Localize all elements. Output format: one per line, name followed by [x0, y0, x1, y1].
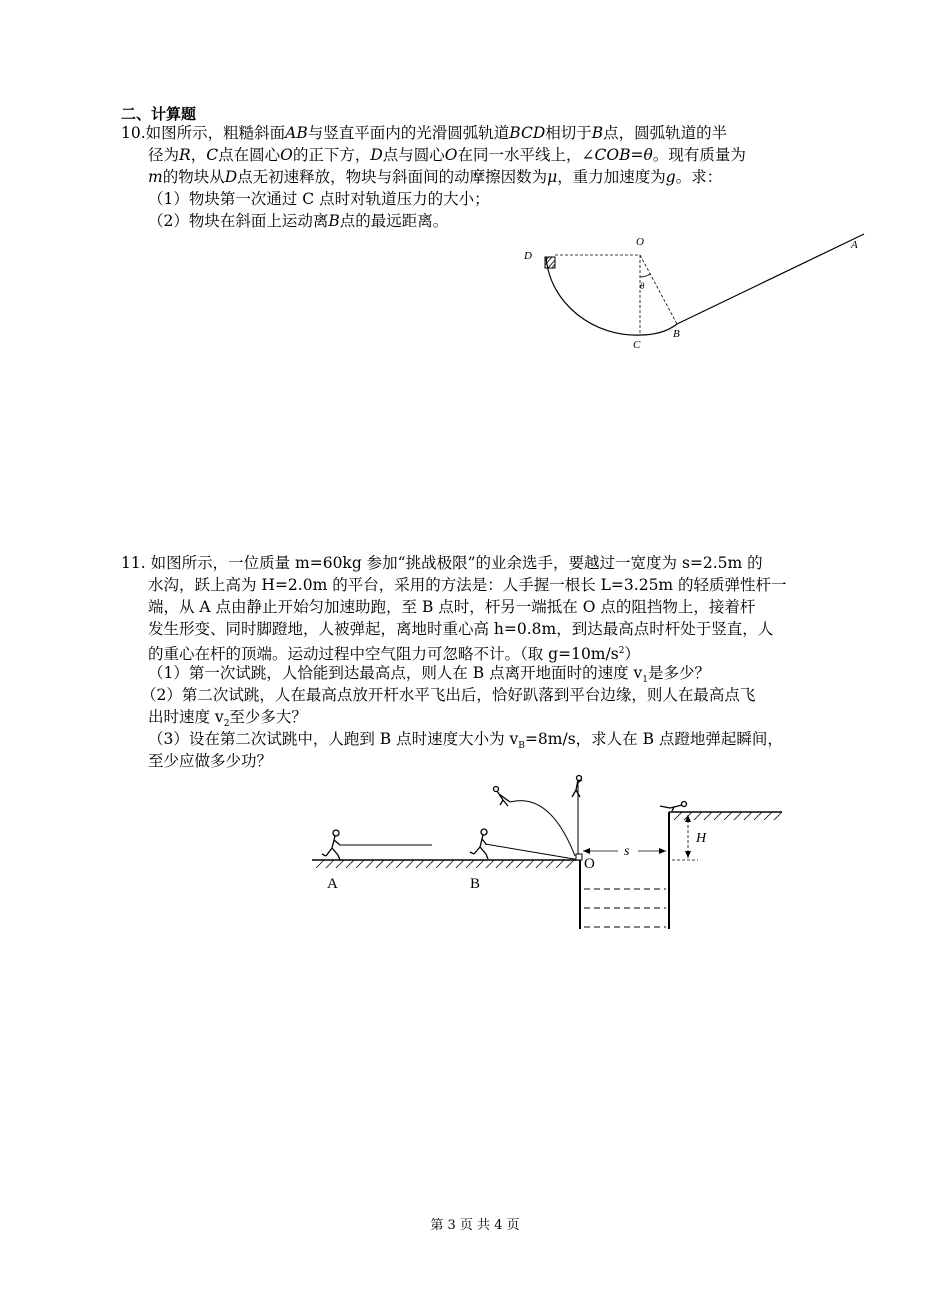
q11-text: ）	[624, 645, 640, 664]
q11-line-3: 端，从 A 点由静止开始匀加速助跑，至 B 点时，杆另一端抵在 O 点的阻挡物上，接着杆	[148, 598, 756, 616]
platform-hatch	[674, 812, 782, 820]
q10-var: COB	[594, 146, 631, 164]
q11-figure	[300, 772, 790, 937]
q10-text: 与竖直平面内的光滑圆弧轨道	[307, 124, 510, 142]
pole-tilted	[485, 844, 580, 860]
angle-mark	[640, 274, 650, 277]
q10-var: O	[280, 146, 293, 164]
q11-sub-2-line-1: （2）第二次试跳，人在最高点放开杆水平飞出后，恰好趴落到平台边缘，则人在最高点飞	[141, 686, 756, 704]
q11-number: 11.	[121, 554, 146, 572]
q11-line-2: 水沟，跃上高为 H=2.0m 的平台，采用的方法是：人手握一根长 L=3.25m 的轻质弹性杆一	[148, 576, 787, 594]
q11-text: 是多少？	[648, 664, 711, 682]
q10-var: B	[328, 212, 340, 230]
q10-text: 。现有质量为	[652, 146, 746, 164]
q10-number: 10.	[121, 124, 146, 142]
obstacle-o	[576, 854, 582, 860]
label-a: A	[327, 876, 338, 892]
s-arrowhead-left	[583, 848, 590, 854]
label-d: D	[524, 250, 532, 262]
label-o: O	[584, 856, 595, 872]
q10-line-2	[148, 145, 746, 165]
label-s: s	[624, 844, 630, 859]
q10-var: R	[179, 146, 191, 164]
q10-var: AB	[285, 124, 308, 142]
q10-text: 点的最远距离。	[339, 212, 449, 230]
ground-hatch	[316, 860, 574, 868]
q11-line-5	[148, 641, 640, 664]
jumper-top-icon	[572, 776, 582, 798]
q10-figure	[510, 225, 880, 355]
q10-var: C	[206, 146, 219, 164]
q11-sub-3-line-2: 至少应做多少功？	[148, 752, 273, 770]
label-o: O	[636, 236, 644, 248]
label-a: A	[851, 239, 858, 251]
q11-text: （1）第一次试跳，人恰能到达最高点，则人在 B 点离开地面时的速度 v	[148, 664, 643, 682]
q10-text: 点无初速释放，物块与斜面间的动摩擦因数为	[237, 168, 548, 186]
label-c: C	[633, 339, 641, 351]
q10-text: （2）物块在斜面上运动离	[148, 212, 329, 230]
q10-text: 。求：	[675, 168, 723, 186]
q11-line-1	[121, 553, 763, 573]
q10-text: ，	[190, 146, 207, 164]
q10-sub-2	[148, 211, 448, 231]
q11-sub: B	[518, 741, 525, 752]
label-h: H	[696, 831, 707, 846]
q10-sub-1: （1）物块第一次通过 C 点时对轨道压力的大小；	[148, 190, 490, 208]
q11-text: 至少多大？	[229, 708, 307, 726]
jumper-midair-icon	[494, 787, 511, 807]
label-theta: θ	[640, 281, 645, 291]
h-arrowhead-bottom	[685, 851, 691, 858]
q10-text: 的正下方，	[292, 146, 371, 164]
q10-text: 径为	[148, 146, 180, 164]
q10-text: =	[630, 146, 644, 164]
s-arrowhead-right	[659, 848, 666, 854]
q10-line-1	[121, 123, 727, 143]
q10-text: ，重力加速度为	[557, 168, 666, 186]
q10-text: 如图所示，粗糙斜面	[145, 124, 286, 142]
page-footer: 第 3 页 共 4 页	[430, 1218, 520, 1233]
q11-sup: 2	[618, 646, 625, 656]
q11-text: 出时速度 v	[148, 708, 224, 726]
q11-line-4: 发生形变、同时脚蹬地，人被弹起，离地时重心高 h=0.8m，到达最高点时杆处于竖直，人	[148, 620, 774, 638]
q11-text: 如图所示，一位质量 m=60kg 参加“挑战极限”的业余选手，要越过一宽度为 s=2.5m 的	[150, 554, 763, 572]
q10-text: 点，圆弧轨道的半	[603, 124, 728, 142]
label-b: B	[673, 328, 680, 340]
q11-text: （3）设在第二次试跳中，人跑到 B 点时速度大小为 v	[148, 730, 519, 748]
jumper-landed-icon	[660, 802, 687, 812]
label-b: B	[470, 876, 481, 892]
water-lines	[584, 889, 666, 927]
q10-line-3	[148, 167, 722, 187]
q10-text: 的物块从	[162, 168, 225, 186]
q11-sub: 1	[642, 675, 649, 686]
runner-a-icon	[322, 830, 340, 860]
runner-b-icon	[470, 829, 488, 859]
q10-text: 点与圆心	[382, 146, 445, 164]
q10-var: m	[148, 168, 163, 186]
trajectory-arc	[510, 801, 575, 856]
q10-var: BCD	[509, 124, 546, 142]
q11-text: =8m/s，求人在 B 点蹬地弹起瞬间，	[524, 730, 783, 748]
q10-var: D	[224, 168, 238, 186]
q10-var: θ	[643, 146, 653, 164]
q11-text: 的重心在杆的顶端。运动过程中空气阻力可忽略不计。（取 g=10m/s	[148, 645, 619, 664]
q10-var: B	[591, 124, 604, 142]
q10-var: O	[444, 146, 458, 164]
q10-var: μ	[547, 168, 558, 186]
q11-sub: 2	[223, 719, 230, 730]
q10-text: 点在圆心	[218, 146, 281, 164]
section-heading: 二、计算题	[121, 105, 197, 123]
q10-var: D	[370, 146, 383, 164]
q10-text: 在同一水平线上，∠	[457, 146, 595, 164]
q10-var: g	[665, 168, 676, 186]
arc-bcd	[546, 257, 677, 335]
line-ob	[640, 255, 677, 324]
incline-ab	[677, 234, 864, 324]
q10-text: 相切于	[545, 124, 592, 142]
